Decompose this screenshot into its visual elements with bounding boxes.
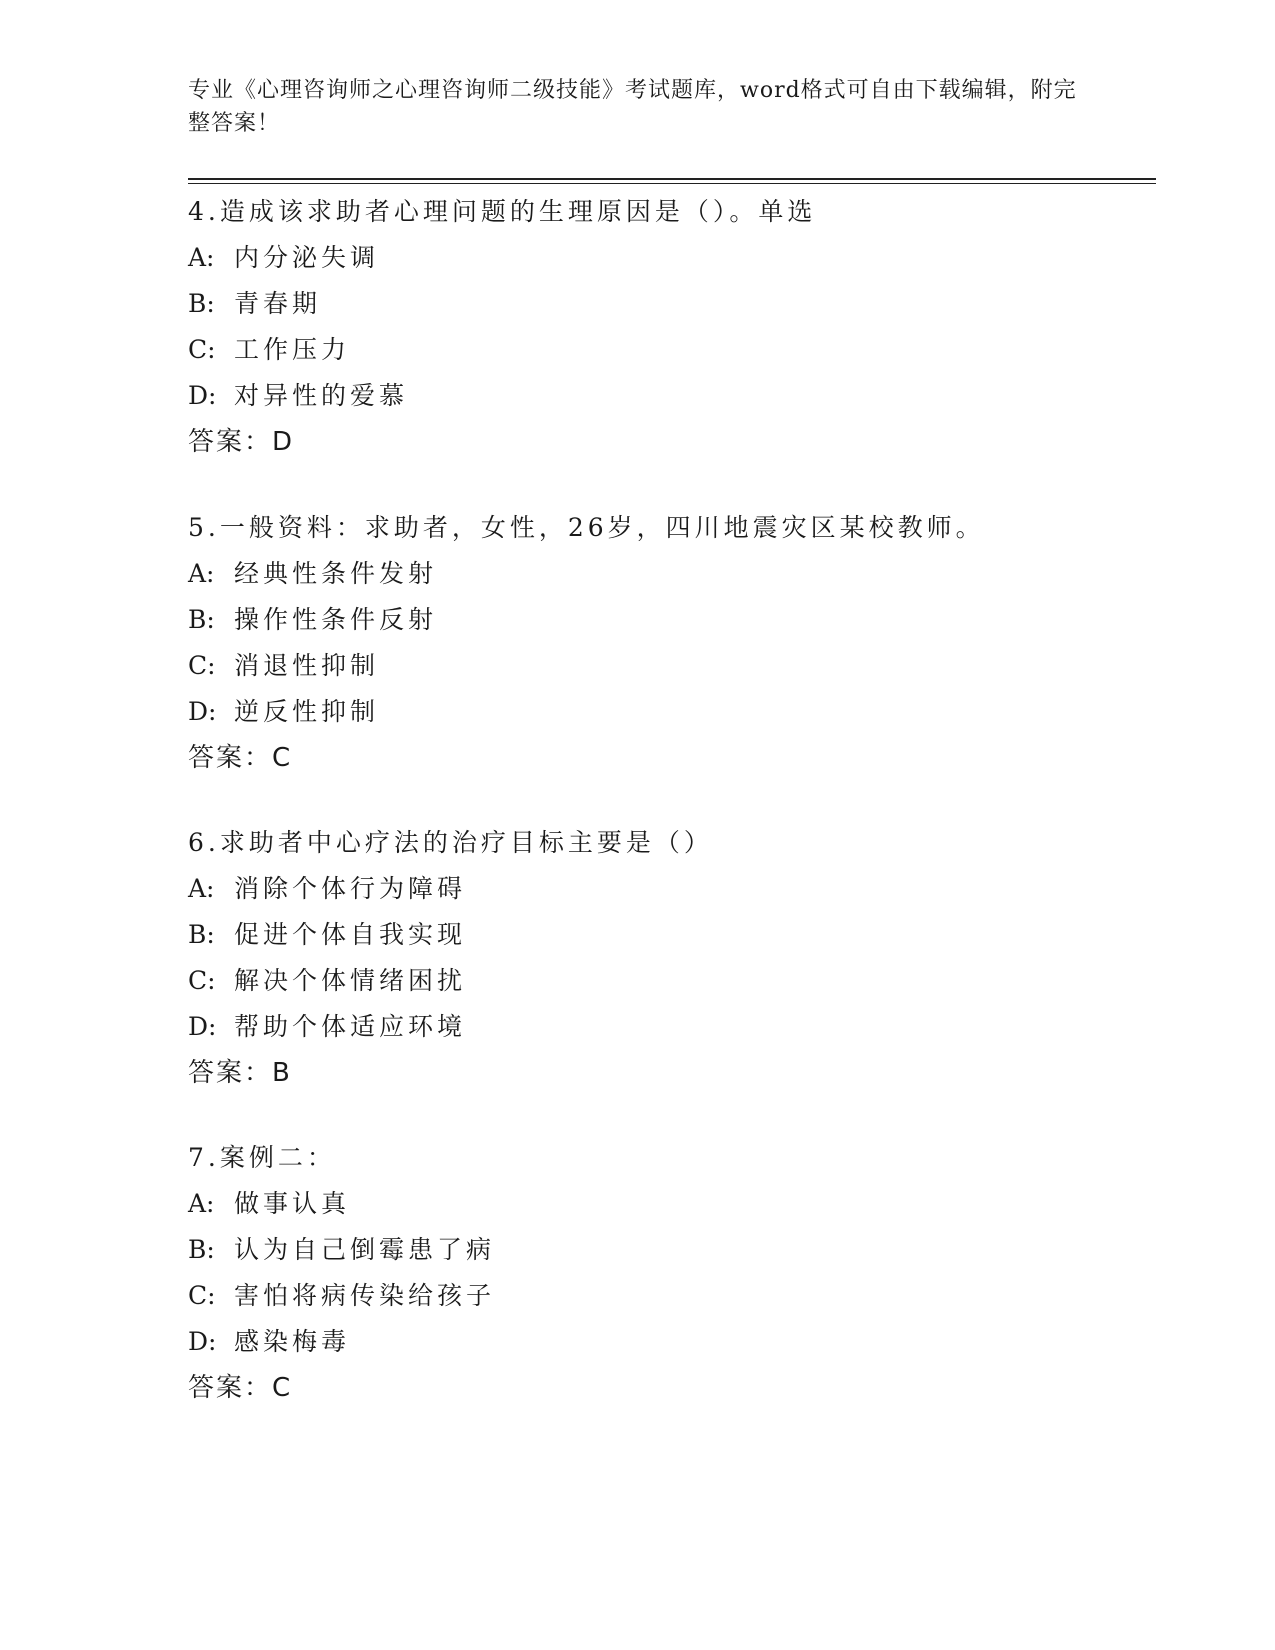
option-letter: D: xyxy=(188,1012,217,1041)
option-b xyxy=(188,281,1148,327)
option-letter: A: xyxy=(188,874,215,903)
question-title: 7.案例二： xyxy=(188,1143,336,1172)
answer-line: 答案：B xyxy=(188,1058,292,1088)
option-letter: A: xyxy=(188,243,215,272)
option-text: 经典性条件发射 xyxy=(234,559,438,588)
option-letter: D: xyxy=(188,697,217,726)
answer-line: 答案：D xyxy=(188,427,295,457)
answer-line: 答案：C xyxy=(188,1373,293,1403)
option-a xyxy=(188,866,1148,912)
option-text: 消除个体行为障碍 xyxy=(234,874,467,903)
option-text: 工作压力 xyxy=(234,335,351,364)
option-text: 内分泌失调 xyxy=(234,243,380,272)
option-letter: C: xyxy=(188,1281,216,1310)
option-text: 消退性抑制 xyxy=(234,651,380,680)
option-letter: A: xyxy=(188,1189,215,1218)
option-text: 逆反性抑制 xyxy=(234,697,380,726)
question-block xyxy=(188,1135,1148,1411)
option-c xyxy=(188,958,1148,1004)
question-block xyxy=(188,820,1148,1096)
option-letter: C: xyxy=(188,966,216,995)
question-block xyxy=(188,505,1148,781)
option-d xyxy=(188,689,1148,735)
option-b xyxy=(188,1227,1148,1273)
option-d xyxy=(188,1319,1148,1365)
option-c xyxy=(188,643,1148,689)
option-text: 操作性条件反射 xyxy=(234,605,438,634)
answer-line: 答案：C xyxy=(188,743,293,773)
option-text: 对异性的爱慕 xyxy=(234,381,409,410)
option-text: 青春期 xyxy=(234,289,322,318)
question-title: 5.一般资料：求助者，女性，26岁，四川地震灾区某校教师。 xyxy=(188,513,985,542)
option-a xyxy=(188,235,1148,281)
option-letter: A: xyxy=(188,559,215,588)
question-title: 6.求助者中心疗法的治疗目标主要是（） xyxy=(188,828,713,857)
option-b xyxy=(188,912,1148,958)
question-block xyxy=(188,189,1148,465)
question-title: 4.造成该求助者心理问题的生理原因是（）。单选 xyxy=(188,197,817,226)
option-b xyxy=(188,597,1148,643)
option-text: 感染梅毒 xyxy=(234,1327,351,1356)
option-letter: B: xyxy=(188,920,215,949)
option-c xyxy=(188,327,1148,373)
header-divider-thin xyxy=(188,183,1156,184)
option-d xyxy=(188,373,1148,419)
option-text: 认为自己倒霉患了病 xyxy=(234,1235,496,1264)
option-text: 帮助个体适应环境 xyxy=(234,1012,467,1041)
option-letter: D: xyxy=(188,381,217,410)
option-d xyxy=(188,1004,1148,1050)
option-text: 促进个体自我实现 xyxy=(234,920,467,949)
option-a xyxy=(188,551,1148,597)
option-letter: B: xyxy=(188,605,215,634)
option-c xyxy=(188,1273,1148,1319)
option-letter: C: xyxy=(188,651,216,680)
option-a xyxy=(188,1181,1148,1227)
option-letter: D: xyxy=(188,1327,217,1356)
option-letter: B: xyxy=(188,289,215,318)
option-text: 做事认真 xyxy=(234,1189,351,1218)
option-letter: C: xyxy=(188,335,216,364)
option-letter: B: xyxy=(188,1235,215,1264)
option-text: 解决个体情绪困扰 xyxy=(234,966,467,995)
header-divider-thick xyxy=(188,178,1156,180)
document-header: 专业《心理咨询师之心理咨询师二级技能》考试题库，word格式可自由下载编辑，附完整答案！ xyxy=(188,78,1077,136)
option-text: 害怕将病传染给孩子 xyxy=(234,1281,496,1310)
